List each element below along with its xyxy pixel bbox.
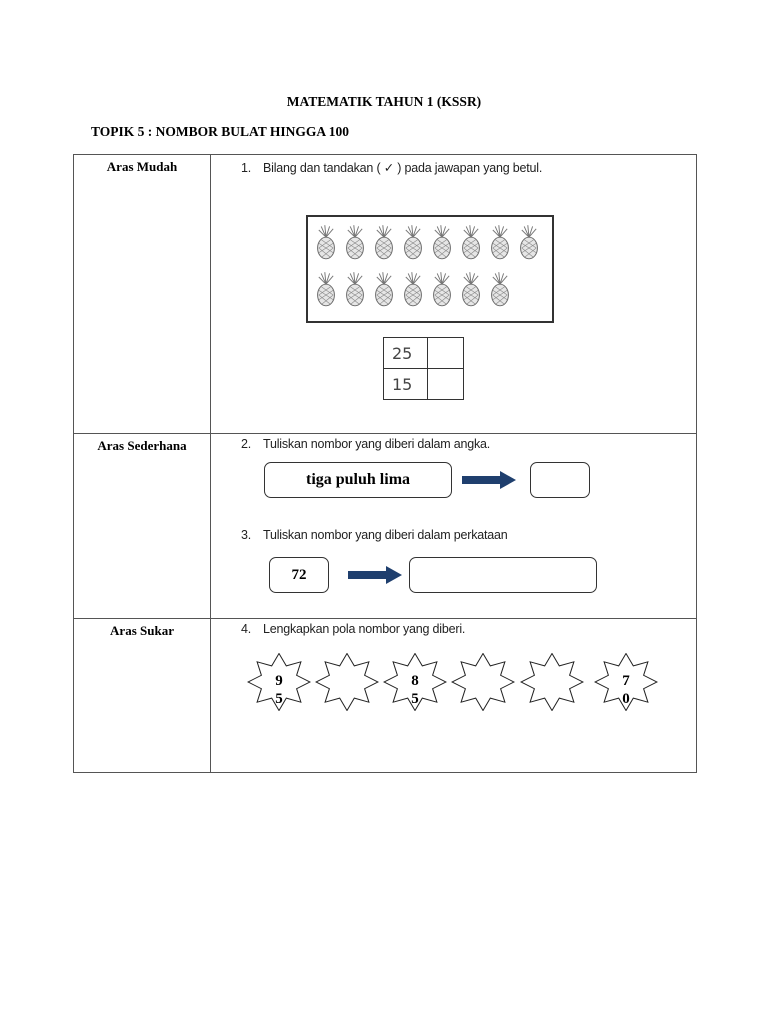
pineapple-icon xyxy=(401,223,425,261)
question-2-text: Tuliskan nombor yang diberi dalam angka. xyxy=(263,437,491,451)
question-cell xyxy=(211,619,697,773)
question-cell xyxy=(211,434,697,619)
pineapple-icon xyxy=(314,270,338,308)
choice-25: 25 xyxy=(384,338,428,369)
pineapple-icon xyxy=(343,223,367,261)
row-aras-sederhana xyxy=(74,434,697,619)
question-3: 3. Tuliskan nombor yang diberi dalam perkataan xyxy=(241,528,508,542)
pineapple-icon xyxy=(401,270,425,308)
pattern-digit-bottom: 5 xyxy=(411,691,419,707)
fruit-picture-box xyxy=(306,215,554,323)
topic-heading: TOPIK 5 : NOMBOR BULAT HINGGA 100 xyxy=(91,124,350,139)
pineapple-icon xyxy=(459,223,483,261)
pineapple-icon xyxy=(343,270,367,308)
level-label: Aras Sukar xyxy=(74,619,211,773)
pineapple-icon xyxy=(372,223,396,261)
arrow-right-icon xyxy=(462,471,516,489)
level-label: Aras Sederhana xyxy=(74,434,211,619)
pattern-digit-top: 8 xyxy=(411,673,419,689)
given-words-box: tiga puluh lima xyxy=(264,462,452,498)
tick-box-25[interactable] xyxy=(428,338,464,369)
answer-choices xyxy=(383,337,464,400)
pattern-number xyxy=(383,672,447,708)
pattern-star-5[interactable] xyxy=(520,653,584,711)
question-cell xyxy=(211,155,697,434)
pattern-number xyxy=(594,672,658,708)
question-3-text: Tuliskan nombor yang diberi dalam perkataan xyxy=(263,528,508,542)
pineapple-icon xyxy=(314,223,338,261)
pineapple-icon xyxy=(372,270,396,308)
choice-15: 15 xyxy=(384,369,428,400)
row-aras-sukar xyxy=(74,619,697,773)
given-number-box: 72 xyxy=(269,557,329,593)
answer-words-box[interactable] xyxy=(409,557,597,593)
answer-number-box[interactable] xyxy=(530,462,590,498)
question-2: 2. Tuliskan nombor yang diberi dalam angka. xyxy=(241,437,491,451)
worksheet-table xyxy=(73,154,697,773)
pattern-star-2[interactable] xyxy=(315,653,379,711)
tick-box-15[interactable] xyxy=(428,369,464,400)
pattern-digit-bottom: 0 xyxy=(622,691,630,707)
pineapple-icon xyxy=(430,270,454,308)
question-1-text: Bilang dan tandakan ( ✓ ) pada jawapan yang betul. xyxy=(263,161,543,175)
row-aras-mudah xyxy=(74,155,697,434)
pineapple-icon xyxy=(459,270,483,308)
question-1: 1. Bilang dan tandakan ( ✓ ) pada jawapan yang betul. xyxy=(241,161,543,175)
question-4-text: Lengkapkan pola nombor yang diberi. xyxy=(263,622,466,636)
arrow-right-icon xyxy=(348,566,402,584)
pineapple-icon xyxy=(488,270,512,308)
level-label: Aras Mudah xyxy=(74,155,211,434)
question-4: 4. Lengkapkan pola nombor yang diberi. xyxy=(241,622,466,636)
pattern-digit-bottom: 5 xyxy=(275,691,283,707)
pineapple-icon xyxy=(517,223,541,261)
pattern-number xyxy=(247,672,311,708)
pattern-star-4[interactable] xyxy=(451,653,515,711)
pattern-digit-top: 9 xyxy=(275,673,283,689)
pineapple-icon xyxy=(488,223,512,261)
worksheet-title: MATEMATIK TAHUN 1 (KSSR) xyxy=(286,94,482,109)
pattern-digit-top: 7 xyxy=(622,673,630,689)
pineapple-icon xyxy=(430,223,454,261)
